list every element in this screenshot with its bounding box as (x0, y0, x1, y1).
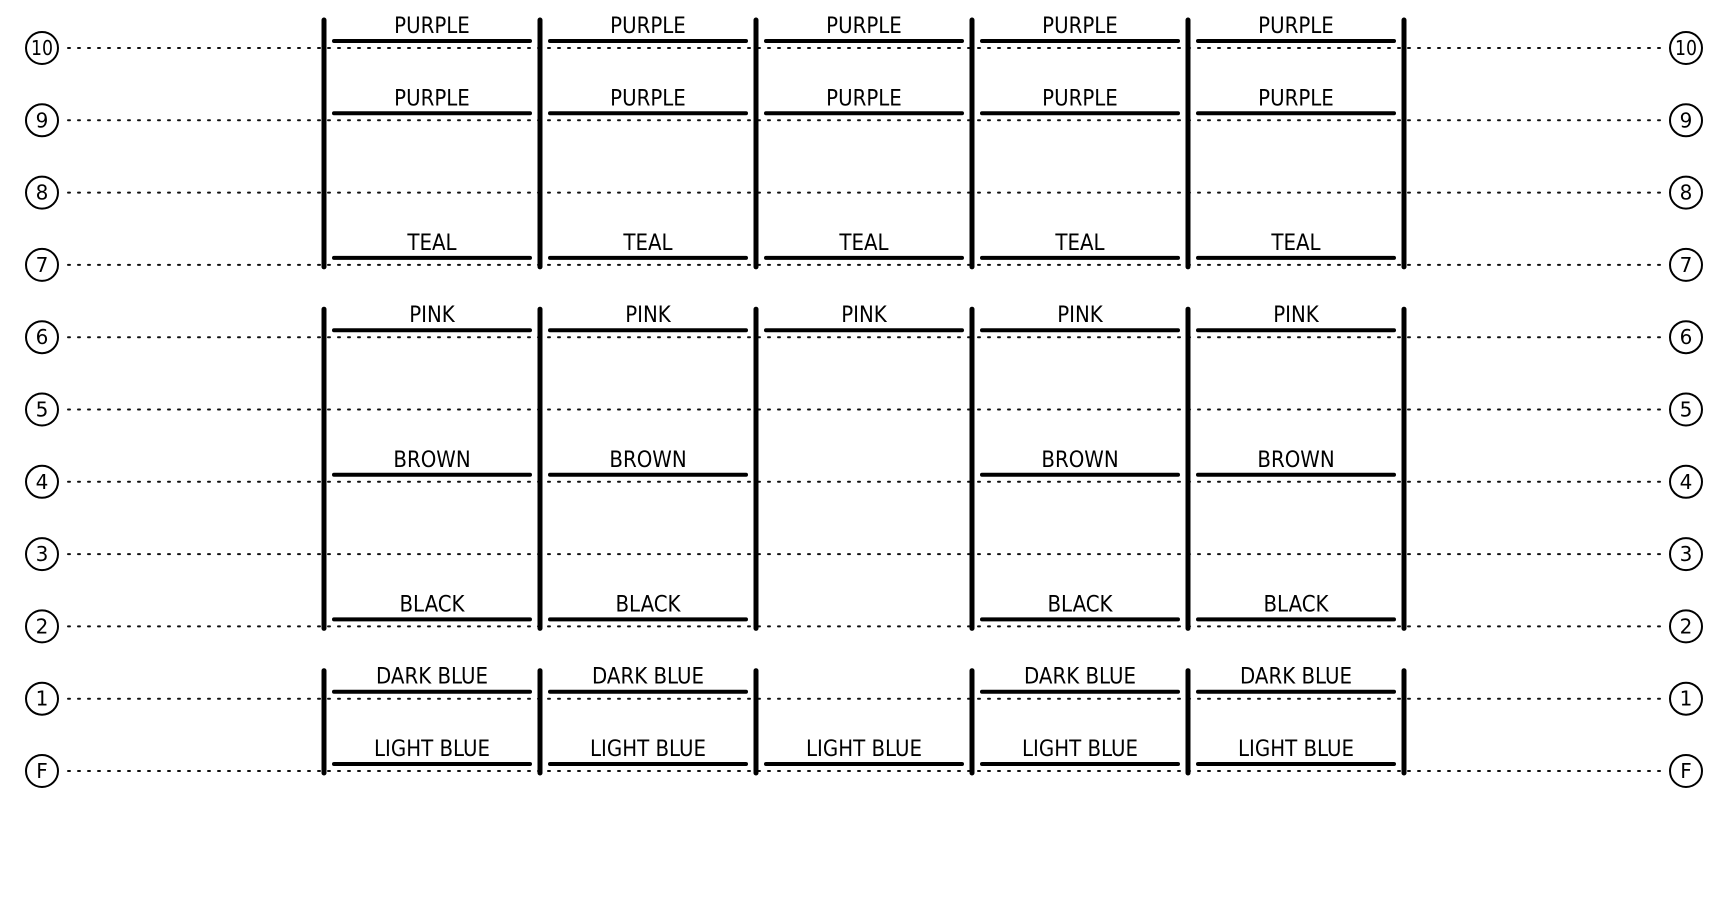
level-4 (26, 466, 1702, 498)
shelf (766, 86, 962, 113)
shelf (334, 231, 530, 258)
shelf-label: LIGHT BLUE (590, 737, 706, 762)
shelf (766, 231, 962, 258)
shelf (550, 231, 746, 258)
shelf (550, 448, 746, 475)
level-bubble-right (1670, 321, 1702, 353)
level-5 (26, 394, 1702, 426)
shelf-label: PURPLE (610, 86, 686, 112)
level-bubble-label: F (36, 759, 48, 783)
shelf-label: DARK BLUE (592, 664, 704, 690)
shelf (1198, 448, 1394, 475)
level-bubble-left (26, 321, 58, 353)
level-bubble-right (1670, 466, 1702, 498)
shelf-label: BROWN (1257, 447, 1335, 473)
level-bubble-right (1670, 538, 1702, 570)
level-bubble-label: 3 (1679, 542, 1693, 567)
shelf-label: PINK (409, 303, 455, 329)
shelf (1198, 737, 1394, 764)
shelf (550, 303, 746, 330)
shelf-label: PURPLE (394, 14, 470, 39)
shelf-label: PURPLE (394, 86, 470, 112)
shelf-label: BROWN (1041, 447, 1119, 473)
level-bubble-label: 9 (1679, 108, 1693, 133)
shelf (1198, 665, 1394, 692)
shelf (334, 14, 530, 41)
bay-1 (334, 14, 530, 764)
shelf (982, 303, 1178, 330)
shelf-label: TEAL (407, 230, 457, 256)
level-3 (26, 538, 1702, 570)
shelf (766, 303, 962, 330)
shelf-label: PURPLE (826, 14, 902, 39)
shelf (982, 737, 1178, 764)
bay-5 (1198, 14, 1394, 764)
level-bubble-label: 5 (35, 397, 49, 422)
level-bubble-label: 4 (35, 469, 49, 494)
level-bubble-label: 8 (1679, 180, 1693, 205)
shelf (1198, 592, 1394, 619)
level-bubble-left (26, 249, 58, 281)
shelf-label: DARK BLUE (1240, 664, 1352, 690)
level-2 (26, 610, 1702, 642)
shelf-label: TEAL (623, 230, 673, 256)
level-bubble-right (1670, 755, 1702, 787)
shelf-label: BLACK (615, 592, 681, 618)
level-bubble-left (26, 177, 58, 209)
shelf-label: DARK BLUE (1024, 664, 1136, 690)
shelf-label: PINK (625, 303, 671, 329)
shelf-label: PINK (841, 303, 887, 329)
shelf-label: TEAL (1271, 230, 1321, 256)
level-bubble-left (26, 755, 58, 787)
shelf (1198, 303, 1394, 330)
level-bubble-label: 2 (1679, 614, 1693, 639)
level-bubble-label: 6 (1679, 325, 1693, 350)
bay-2 (550, 14, 746, 764)
level-bubble-right (1670, 249, 1702, 281)
level-bubble-left (26, 394, 58, 426)
shelf (1198, 14, 1394, 41)
level-bubble-label: 10 (1675, 36, 1697, 60)
shelf (334, 737, 530, 764)
shelf (334, 86, 530, 113)
shelf-label: PURPLE (1042, 86, 1118, 112)
level-bubble-label: 6 (35, 325, 49, 350)
shelf (982, 231, 1178, 258)
level-8 (26, 177, 1702, 209)
level-bubble-left (26, 610, 58, 642)
level-bubble-left (26, 32, 58, 64)
level-bubble-label: 7 (35, 252, 49, 277)
shelf (334, 303, 530, 330)
shelf-label: DARK BLUE (376, 664, 488, 690)
shelf (982, 665, 1178, 692)
shelf-label: LIGHT BLUE (374, 737, 490, 762)
shelf (1198, 86, 1394, 113)
shelf (982, 14, 1178, 41)
shelf (334, 592, 530, 619)
level-bubble-label: 9 (35, 108, 49, 133)
level-bubble-left (26, 683, 58, 715)
shelf-label: PINK (1057, 303, 1103, 329)
level-bubble-label: 2 (35, 614, 49, 639)
bay-3 (766, 14, 962, 764)
level-bubble-label: 8 (35, 180, 49, 205)
level-bubble-label: 3 (35, 542, 49, 567)
shelf-label: PURPLE (1258, 14, 1334, 39)
shelf-label: LIGHT BLUE (806, 737, 922, 762)
level-bubble-right (1670, 610, 1702, 642)
shelf-label: BLACK (1263, 592, 1329, 618)
level-bubble-left (26, 466, 58, 498)
shelf-label: BLACK (399, 592, 465, 618)
level-bubble-label: 1 (1679, 686, 1693, 711)
shelf (334, 665, 530, 692)
shelf-label: PURPLE (826, 86, 902, 112)
shelf-label: PURPLE (1258, 86, 1334, 112)
level-bubble-right (1670, 104, 1702, 136)
shelf (550, 14, 746, 41)
level-bubble-right (1670, 177, 1702, 209)
level-bubble-left (26, 538, 58, 570)
level-bubble-right (1670, 394, 1702, 426)
shelf (1198, 231, 1394, 258)
level-bubble-label: F (1680, 759, 1692, 783)
level-bubble-label: 7 (1679, 252, 1693, 277)
shelf-label: BROWN (393, 447, 471, 473)
shelf (550, 737, 746, 764)
shelf (550, 592, 746, 619)
shelf (982, 592, 1178, 619)
shelf (766, 737, 962, 764)
shelf-label: LIGHT BLUE (1238, 737, 1354, 762)
shelf-label: PURPLE (1042, 14, 1118, 39)
shelf (550, 665, 746, 692)
bay-4 (982, 14, 1178, 764)
level-bubble-label: 10 (31, 36, 53, 60)
shelf (550, 86, 746, 113)
shelf-label: BLACK (1047, 592, 1113, 618)
shelf-label: PURPLE (610, 14, 686, 39)
shelf (766, 14, 962, 41)
level-1 (26, 683, 1702, 715)
shelf-label: TEAL (839, 230, 889, 256)
level-bubble-label: 4 (1679, 469, 1693, 494)
shelf (982, 86, 1178, 113)
shelf (982, 448, 1178, 475)
level-bubble-label: 5 (1679, 397, 1693, 422)
shelf-label: TEAL (1055, 230, 1105, 256)
shelf (334, 448, 530, 475)
shelf-label: LIGHT BLUE (1022, 737, 1138, 762)
shelf-label: PINK (1273, 303, 1319, 329)
shelf-label: BROWN (609, 447, 687, 473)
level-bubble-label: 1 (35, 686, 49, 711)
level-bubble-left (26, 104, 58, 136)
level-bubble-right (1670, 32, 1702, 64)
level-bubble-right (1670, 683, 1702, 715)
